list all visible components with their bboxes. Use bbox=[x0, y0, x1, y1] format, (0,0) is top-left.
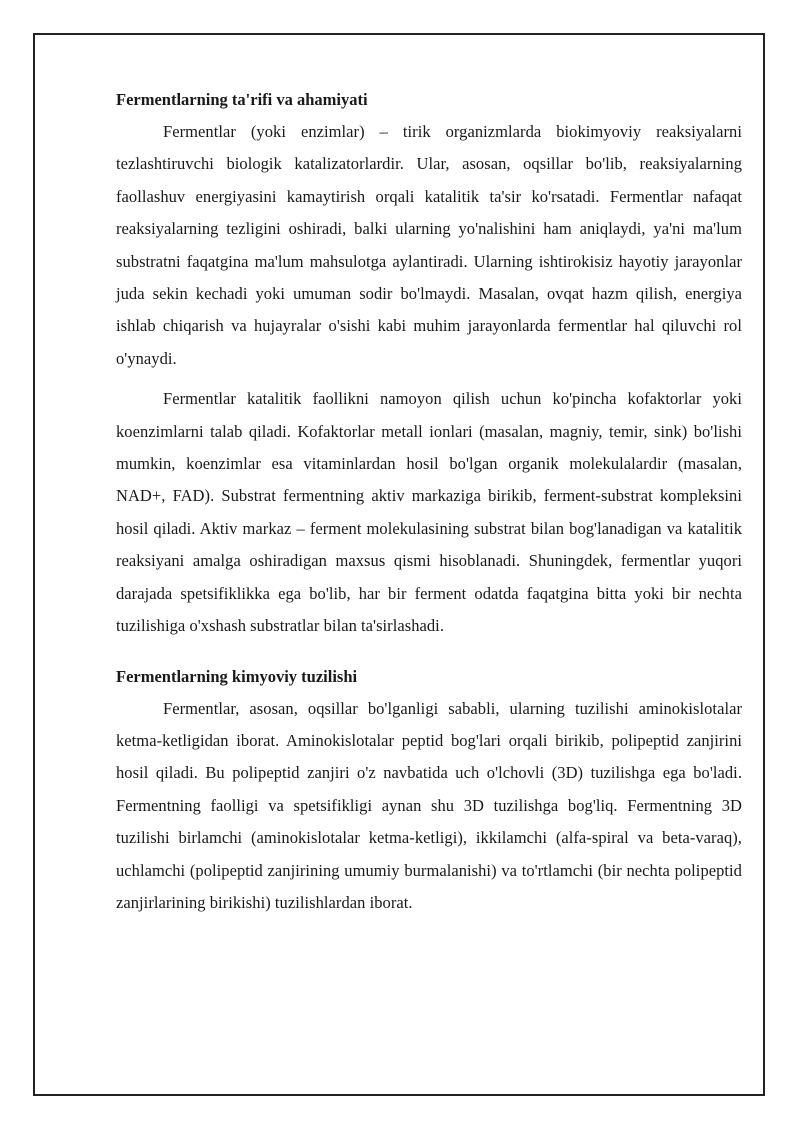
paragraph-definition-1: Fermentlar (yoki enzimlar) – tirik organizmlarda biokimyoviy reaksiyalarni tezlashtiruvchi biologik katalizatorlardir. Ular, asosan, oqsillar bo'lib, reaksiyalarning faollashuv energiyasini kamaytirish orqali katalitik ta'sir ko'rsatadi. Fermentlar nafaqat reaksiyalarning tezligini oshiradi, balki ularning yo'nalishini ham aniqlaydi, ya'ni ma'lum substratni faqatgina ma'lum mahsulotga aylantiradi. Ularning ishtirokisiz hayotiy jarayonlar juda sekin kechadi yoki umuman sodir bo'lmaydi. Masalan, ovqat hazm qilish, energiya ishlab chiqarish va hujayralar o'sishi kabi muhim jarayonlarda fermentlar hal qiluvchi rol o'ynaydi. bbox=[116, 122, 742, 368]
paragraph-chemical-structure-1: Fermentlar, asosan, oqsillar bo'lganligi sababli, ularning tuzilishi aminokislotalar ketma-ketligidan iborat. Aminokislotalar peptid bog'lari orqali birikib, polipeptid zanjirini hosil qiladi. Bu polipeptid zanjiri o'z navbatida uch o'lchovli (3D) tuzilishga ega bo'ladi. Fermentning faolligi va spetsifikligi aynan shu 3D tuzilishga bog'liq. Fermentning 3D tuzilishi birlamchi (aminokislotalar ketma-ketligi), ikkilamchi (alfa-spiral va beta-varaq), uchlamchi (polipeptid zanjirining umumiy burmalanishi) va to'rtlamchi (bir nechta polipeptid zanjirlarining birikishi) tuzilishlardan iborat. bbox=[116, 698, 742, 912]
document-body bbox=[116, 84, 742, 919]
section-heading-chemical-structure: Fermentlarning kimyoviy tuzilishi bbox=[116, 666, 358, 686]
section-heading-definition: Fermentlarning ta'rifi va ahamiyati bbox=[116, 90, 368, 109]
paragraph-definition-2: Fermentlar katalitik faollikni namoyon qilish uchun ko'pincha kofaktorlar yoki koenzimlarni talab qiladi. Kofaktorlar metall ionlari (masalan, magniy, temir, sink) bo'lishi mumkin, koenzimlar esa vitaminlardan hosil bo'lgan organik molekulalardir (masalan, NAD+, FAD). Substrat fermentning aktiv markaziga birikib, ferment-substrat kompleksini hosil qiladi. Aktiv markaz – ferment molekulasining substrat bilan bog'lanadigan va katalitik reaksiyani amalga oshiradigan maxsus qismi hisoblanadi. Shuningdek, fermentlar yuqori darajada spetsifiklikka ega bo'lib, har bir ferment odatda faqatgina bitta yoki bir nechta tuzilishiga o'xshash substratlar bilan ta'sirlashadi. bbox=[116, 389, 742, 636]
